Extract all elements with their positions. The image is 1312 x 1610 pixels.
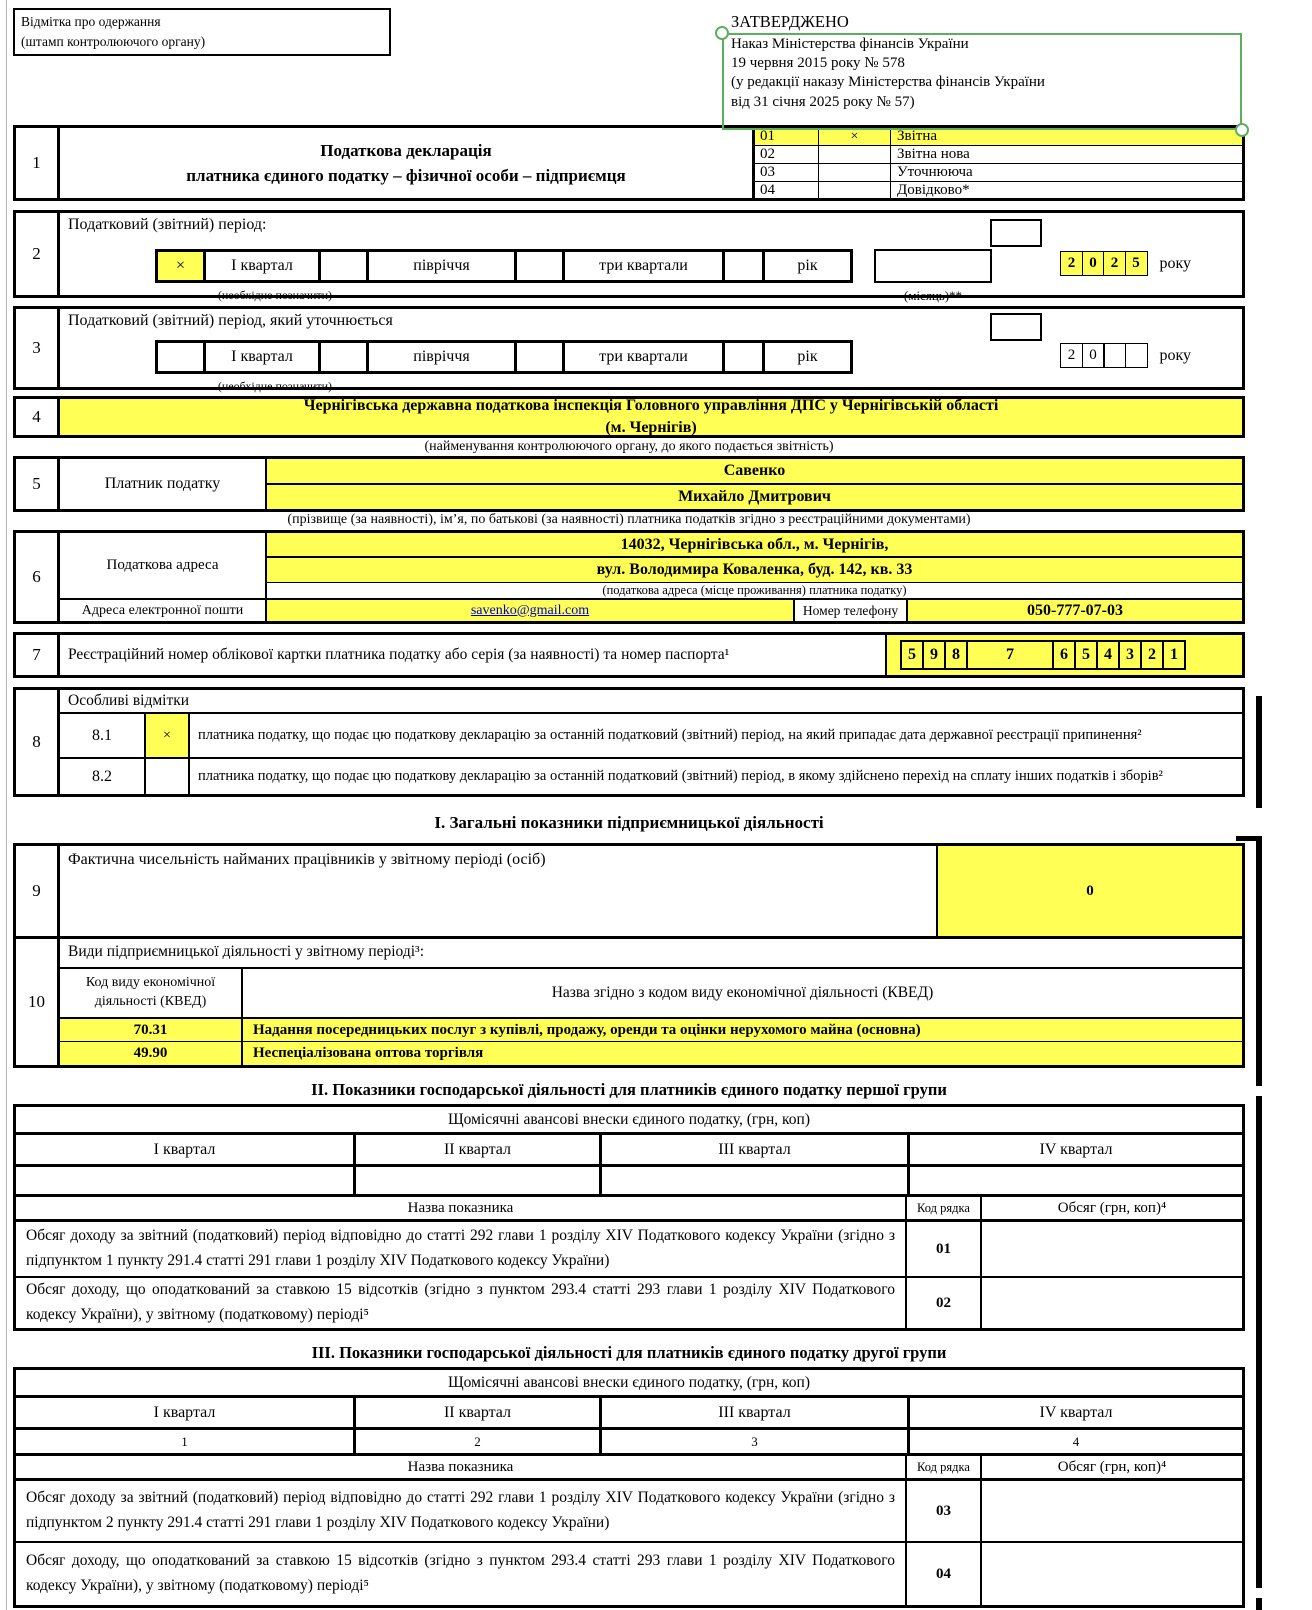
selection-handle-top-left[interactable] [715,26,729,40]
activity-code-field[interactable]: 49.90 [60,1042,243,1065]
row2-note: (необхідне позначити) [217,288,333,302]
type-code: 04 [755,182,819,199]
year-word: року [1159,254,1192,272]
declaration-title-line1: Податкова декларація [320,140,492,160]
indicator-code: 01 [905,1222,982,1276]
indicator-row-01 [16,1222,1242,1278]
quarter-value-cell[interactable] [602,1167,910,1194]
row2-year-group [1060,251,1191,276]
row3-quarter-selector [155,340,853,374]
quarter-value-cell[interactable] [16,1167,356,1194]
q4-label: рік [797,257,818,274]
section2-quarter-values [16,1167,1242,1197]
row3-clarified-period [13,306,1245,393]
name-column-header: Назва показника [407,1199,514,1216]
q4-checkbox[interactable] [725,343,765,371]
section2-advance-header: Щомісячні авансові внески єдиного податку, (грн, коп) [16,1107,1242,1135]
row6-number: 6 [16,533,60,621]
indicator-amount-field[interactable] [982,1543,1242,1605]
email-link[interactable]: savenko@gmail.com [470,602,590,618]
q2-checkbox[interactable] [321,252,369,280]
amount-column-header: Обсяг (грн, коп)⁴ [1057,1458,1167,1475]
year-digit-box[interactable]: 0 [1082,251,1105,276]
type-label: Довідково* [897,182,970,198]
indicator-code: 04 [905,1543,982,1605]
row6-tax-address [13,530,1245,624]
receipt-stamp-line1: Відмітка про одержання [21,14,161,29]
change-bar-section1 [1256,836,1262,1086]
row5-number: 5 [16,459,60,509]
type-row-dovidkovo [755,182,1242,199]
indicator-row-04 [16,1543,1242,1605]
section3-table [13,1367,1245,1608]
month-input-box[interactable] [874,249,992,283]
type-row-zvitna [755,128,1242,146]
type-mark-checkbox[interactable] [819,146,891,163]
row4-caption: (найменування контролюючого органу, до якого подається звітність) [424,439,834,454]
q4-checkbox[interactable] [725,252,765,280]
row10-activities [16,939,1242,1065]
mark-code: 8.2 [60,759,146,794]
q2-checkbox[interactable] [321,343,369,371]
indicator-amount-field[interactable] [982,1222,1242,1276]
row1-declaration-type [13,125,1245,201]
receipt-stamp-box [13,8,391,56]
change-bar-row8 [1256,696,1262,808]
q3-checkbox[interactable] [517,343,565,371]
section2-table [13,1104,1245,1331]
indicator-row-03 [16,1481,1242,1543]
declaration-type-table [752,128,1242,198]
declaration-title [60,128,752,198]
email-field[interactable] [267,600,795,621]
year-digit-box[interactable]: 2 [1103,251,1126,276]
year-word: року [1159,346,1192,364]
quarter-value-cell[interactable] [910,1167,1242,1194]
mark-text: платника податку, що подає цю податкову декларацію за останній податковий (звітний) період, в якому здійснено перехід на сплату інших податків і зборів² [198,768,1163,785]
row3-year-group [1060,343,1191,368]
quarter-number: 4 [1072,1433,1080,1449]
section3-advance-header: Щомісячні авансові внески єдиного податку, (грн, коп) [16,1370,1242,1398]
row7-registration-number [13,632,1245,678]
q3-label: три квартали [565,252,725,280]
quarter-header: І квартал [16,1135,356,1164]
type-row-zvitna-nova [755,146,1242,164]
change-bar-sections2-3 [1256,1096,1262,1588]
indicator-amount-field[interactable] [982,1481,1242,1541]
indicator-code: 02 [905,1278,982,1328]
amount-column-header: Обсяг (грн, коп)⁴ [1057,1199,1167,1216]
section3-quarter-headers [16,1398,1242,1430]
quarter-header: ІІІ квартал [602,1398,910,1427]
q3-checkbox[interactable] [517,252,565,280]
indicator-text: Обсяг доходу за звітний (податковий) період відповідно до статті 292 глави 1 розділу XIV Податкового кодексу України (згідно з підпунктом 2 пункту 291.4 статті 291 глави 1 розділу XIV Податкового кодексу України) [26,1489,895,1531]
activity-name-field[interactable]: Неспеціалізована оптова торгівля [253,1045,484,1061]
row2-label: Податковий (звітний) період: [68,216,267,233]
row5-taxpayer [13,456,1245,512]
quarter-value-cell[interactable] [356,1167,602,1194]
name-column-header: Назва показника [407,1458,514,1475]
mark-checkbox[interactable]: × [146,714,190,757]
selection-rectangle [722,33,1242,130]
q4-label: рік [797,348,818,365]
indicator-text: Обсяг доходу за звітний (податковий) період відповідно до статті 292 глави 1 розділу XIV Податкового кодексу України (згідно з підпунктом 1 пункту 291.4 статті 291 глави 1 розділу XIV Податкового кодексу України) [26,1227,895,1269]
activity-name-field[interactable]: Надання посередницьких послуг з купівлі, продажу, оренди та оцінки нерухомого майна (основна) [253,1021,921,1038]
approved-line4: від 31 січня 2025 року № 57) [731,93,915,110]
employees-label: Фактична чисельність найманих працівників у звітному періоді (осіб) [68,851,546,868]
row7-number: 7 [16,635,60,675]
taxpayer-surname-field[interactable]: Савенко [267,459,1242,485]
phone-label: Номер телефону [795,600,908,621]
approved-line1: Наказ Міністерства фінансів України [731,36,969,53]
section3-quarter-numbers [16,1430,1242,1456]
row4-controlling-authority [13,396,1245,438]
authority-line2: (м. Чернігів) [605,419,697,436]
digit-box[interactable]: 4 [1096,640,1120,670]
row5-caption: (прізвище (за наявності), ім’я, по батькові (за наявності) платника податків згідно з реєстраційними документами) [287,512,971,527]
special-mark-8-2 [60,759,1242,794]
quarter-header: ІV квартал [1039,1403,1113,1421]
quarter-header: ІІ квартал [356,1398,602,1427]
type-code: 02 [755,146,819,163]
authority-line1: Чернігівська державна податкова інспекція Головного управління ДПС у Чернігівській області [303,397,999,415]
q1-label: І квартал [206,252,321,280]
row2-aux-box[interactable] [990,219,1042,247]
section2-title: ІІ. Показники господарської діяльності для платників єдиного податку першої групи [311,1080,947,1099]
registration-number-field [885,635,1242,675]
row3-note: (необхідне позначити) [217,379,333,393]
row3-label: Податковий (звітний) період, який уточнюється [68,312,393,329]
section3-column-headers [16,1456,1242,1481]
year-digit-box[interactable] [1125,343,1148,368]
row2-reporting-period [13,210,1245,303]
approved-line2: 19 червня 2015 року № 578 [731,55,905,72]
authority-field[interactable] [60,399,1242,435]
type-code: 03 [755,164,819,181]
indicator-amount-field[interactable] [982,1278,1242,1328]
q2-label: півріччя [369,343,517,371]
code-column-header: Код рядка [905,1456,982,1478]
section2-quarter-headers [16,1135,1242,1167]
quarter-header: ІV квартал [1039,1140,1113,1158]
declaration-title-line2: платника єдиного податку – фізичної особи – підприємця [186,166,626,185]
activity-code-field[interactable]: 70.31 [60,1019,243,1041]
row8-number: 8 [16,690,60,794]
taxpayer-label: Платник податку [60,459,267,509]
q1-checkbox[interactable]: × [158,252,206,280]
digit-box[interactable]: 2 [1140,640,1164,670]
quarter-number: 1 [16,1430,356,1453]
type-label: Звітна нова [897,146,970,162]
quarter-number: 2 [356,1430,602,1453]
address-line2-field[interactable]: вул. Володимира Коваленка, буд. 142, кв. 33 [267,558,1242,583]
row2-quarter-selector [155,249,853,283]
section1-table [13,843,1245,1068]
activity-row [60,1042,1242,1065]
special-marks-header: Особливі відмітки [60,690,1242,714]
selection-handle-bottom-right[interactable] [1235,123,1249,137]
kved-name-header: Назва згідно з кодом виду економічної діяльності (КВЕД) [551,984,934,1001]
row3-aux-box[interactable] [990,313,1042,341]
q2-label: півріччя [369,252,517,280]
row3-number: 3 [16,309,60,387]
email-label: Адреса електронної пошти [60,600,267,621]
row10-number: 10 [16,939,60,1065]
row9-number: 9 [16,846,60,936]
q1-label: І квартал [206,343,321,371]
change-bar-bottom [1256,1598,1262,1610]
mark-text: платника податку, що подає цю податкову декларацію за останній податковий (звітний) період, на який припадає дата державної реєстрації припинення² [198,727,1142,744]
digit-box[interactable]: 8 [944,640,968,670]
phone-field[interactable]: 050-777-07-03 [908,600,1242,621]
mark-checkbox[interactable] [146,759,190,794]
special-mark-8-1 [60,714,1242,759]
row8-special-marks [13,687,1245,797]
type-code: 01 [755,128,819,145]
year-digit-box[interactable] [1103,343,1126,368]
type-row-utochnyuyucha [755,164,1242,182]
row2-number: 2 [16,213,60,295]
activities-label: Види підприємницької діяльності у звітному періоді³: [68,943,425,960]
indicator-code: 03 [905,1481,982,1541]
year-digit-box[interactable]: 2 [1060,251,1083,276]
taxpayer-name-field[interactable]: Михайло Дмитрович [267,485,1242,509]
employees-value-field[interactable]: 0 [936,846,1242,936]
digit-box[interactable]: 1 [1162,640,1186,670]
year-digit-box[interactable]: 0 [1082,343,1105,368]
section3-title: ІІІ. Показники господарської діяльності для платників єдиного податку другої групи [311,1343,947,1362]
type-label: Звітна [897,128,938,144]
row4-number: 4 [16,399,60,435]
indicator-text: Обсяг доходу, що оподаткований за ставкою 15 відсотків (згідно з пунктом 293.4 статті 293 глави 1 розділу XIV Податкового кодексу України), у звітному (податковому) періоді⁵ [26,1552,895,1594]
quarter-header: ІІ квартал [356,1135,602,1164]
type-mark-checkbox[interactable] [819,182,891,199]
indicator-text: Обсяг доходу, що оподаткований за ставкою 15 відсотків (згідно з пунктом 293.4 статті 293 глави 1 розділу XIV Податкового кодексу України), у звітному (податковому) періоді⁵ [26,1281,895,1323]
code-column-header: Код рядка [905,1197,982,1219]
digit-box[interactable]: 9 [922,640,946,670]
digit-box[interactable]: 5 [1074,640,1098,670]
mark-code: 8.1 [60,714,146,757]
address-line1-field[interactable]: 14032, Чернігівська обл., м. Чернігів, [267,533,1242,558]
digit-box[interactable]: 5 [900,640,924,670]
registration-number-label: Реєстраційний номер облікової картки платника податку або серія (за наявності) та номер паспорта¹ [68,646,730,663]
type-mark-checkbox[interactable]: × [819,128,891,145]
digit-box[interactable]: 3 [1118,640,1142,670]
quarter-number: 3 [602,1430,910,1453]
year-digit-box[interactable]: 2 [1060,343,1083,368]
month-note: (місяць)** [903,288,963,303]
year-digit-box[interactable]: 5 [1125,251,1148,276]
kved-code-header: Код виду економічної діяльності (КВЕД) [60,969,243,1017]
type-label: Уточнююча [897,164,973,180]
approved-line3: (у редакції наказу Міністерства фінансів України [731,74,1045,91]
q1-checkbox[interactable] [158,343,206,371]
digit-box[interactable]: 6 [1052,640,1076,670]
row1-number: 1 [16,128,60,198]
address-caption: (податкова адреса (місце проживання) платника податку) [602,583,907,597]
page-left-guide-line [6,0,7,1610]
digit-box[interactable]: 7 [966,640,1054,670]
row9-employees [16,846,1242,939]
section1-title: І. Загальні показники підприємницької діяльності [434,813,824,832]
indicator-row-02 [16,1278,1242,1328]
tax-address-label: Податкова адреса [60,533,267,598]
type-mark-checkbox[interactable] [819,164,891,181]
quarter-header: І квартал [16,1398,356,1427]
q3-label: три квартали [565,343,725,371]
receipt-stamp-line2: (штамп контролюючого органу) [21,33,206,49]
section2-column-headers [16,1197,1242,1222]
approved-title: ЗАТВЕРДЖЕНО [731,12,849,31]
quarter-header: ІІІ квартал [602,1135,910,1164]
activity-row [60,1019,1242,1042]
